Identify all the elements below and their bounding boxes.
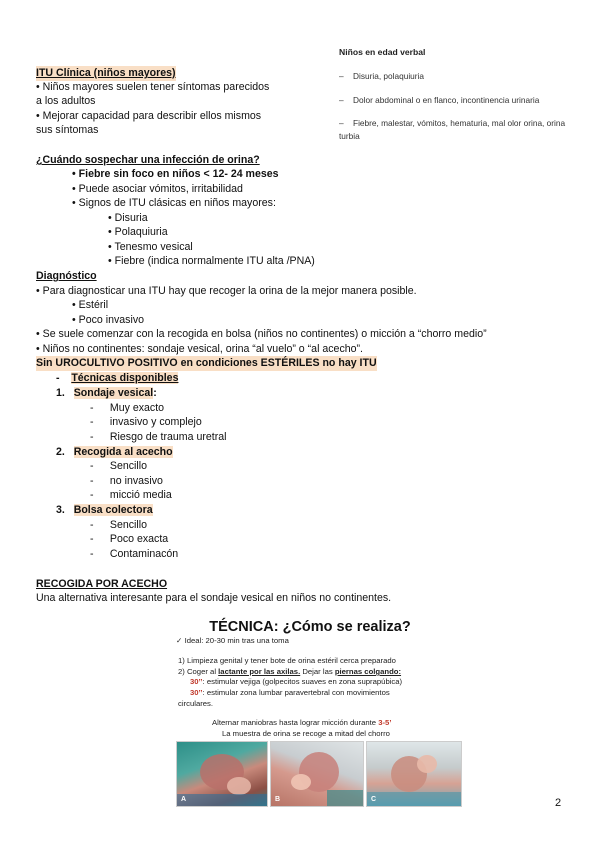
sospecha-bullet: • Signos de ITU clásicas en niños mayores: [72, 197, 276, 209]
tecnica-title: 1. Sondaje vesical: [56, 387, 157, 399]
tecnica-sub: - Poco exacta [90, 533, 169, 545]
sign-item: • Polaquiuria [108, 226, 168, 238]
sospecha-bullet: • Fiebre sin foco en niños < 12- 24 meses [72, 168, 279, 180]
diagnostico-sub: • Poco invasivo [72, 314, 145, 326]
slide-step-detail: circulares. [178, 699, 214, 708]
tecnica-sub: - Riesgo de trauma uretral [90, 431, 227, 443]
sign-item: • Fiebre (indica normalmente ITU alta /PNA) [108, 255, 315, 267]
sign-item: • Tenesmo vesical [108, 241, 193, 253]
tecnica-sub: - Sencillo [90, 460, 147, 472]
slide-step: 1) Limpieza genital y tener bote de orina estéril cerca preparado [178, 656, 396, 665]
sidebar-item: – Disuria, polaquiuria [339, 71, 425, 81]
slide-step-detail: 30’’: estimular vejiga (golpecitos suaves en zona suprapúbica) [190, 677, 403, 686]
photo-label: B [275, 796, 281, 803]
photo-a [176, 741, 268, 807]
page-number: 2 [555, 797, 562, 809]
slide-alternate: Alternar maniobras hasta lograr micción durante 3-5’ [212, 718, 392, 727]
section-title-diagnostico: Diagnóstico [36, 270, 97, 282]
photo-c [366, 741, 462, 807]
photo-c-scene [367, 742, 461, 806]
diagnostico-line: • Niños no continentes: sondaje vesical, orina “al vuelo” o “al acecho”. [36, 343, 363, 355]
sign-item: • Disuria [108, 212, 148, 224]
diagnostico-line: • Se suele comenzar con la recogida en bolsa (niños no continentes) o micción a “chorro medio” [36, 328, 487, 340]
tecnica-title: 3. Bolsa colectora [56, 504, 153, 516]
warning-highlight: Sin UROCULTIVO POSITIVO en condiciones ESTÉRILES no hay ITU [36, 357, 377, 369]
tecnica-sub: - micció media [90, 489, 172, 501]
slide-title: TÉCNICA: ¿Cómo se realiza? [209, 619, 411, 635]
acecho-text: Una alternativa interesante para el sondaje vesical en niños no continentes. [36, 592, 392, 604]
tecnica-sub: - Muy exacto [90, 402, 165, 414]
tecnicas-heading: - Técnicas disponibles [56, 372, 179, 384]
slide-alternate: La muestra de orina se recoge a mitad del chorro [222, 729, 390, 738]
itu-line: sus síntomas [36, 124, 99, 136]
photo-b-scene [271, 742, 363, 806]
photo-b [270, 741, 364, 807]
photo-a-scene [177, 742, 267, 806]
photo-label: C [371, 796, 377, 803]
tecnica-sub: - Sencillo [90, 519, 147, 531]
itu-line: • Mejorar capacidad para describir ellos mismos [36, 110, 262, 122]
sospecha-bullet: • Puede asociar vómitos, irritabilidad [72, 183, 243, 195]
diagnostico-line: • Para diagnosticar una ITU hay que recoger la orina de la mejor manera posible. [36, 285, 417, 297]
tecnica-sub: - no invasivo [90, 475, 163, 487]
slide-ideal: ✓ Ideal: 20-30 min tras una toma [176, 636, 289, 645]
sidebar-item: – Fiebre, malestar, vómitos, hematuria, mal olor orina, orina [339, 118, 566, 128]
tecnica-title: 2. Recogida al acecho [56, 446, 173, 458]
photo-label: A [181, 796, 187, 803]
slide-step-detail: 30’’: estimular zona lumbar paravertebral con movimientos [190, 688, 390, 697]
section-title-itu: ITU Clínica (niños mayores) [36, 67, 176, 79]
section-title-acecho: RECOGIDA POR ACECHO [36, 578, 168, 590]
section-title-sospecha: ¿Cuándo sospechar una infección de orina? [36, 154, 260, 166]
slide-step: 2) Coger al lactante por las axilas. Dejar las piernas colgando: [178, 667, 402, 676]
tecnica-sub: - Contaminacón [90, 548, 179, 560]
sidebar-item: – Dolor abdominal o en flanco, incontinencia urinaria [339, 95, 540, 105]
itu-line: • Niños mayores suelen tener síntomas parecidos [36, 81, 270, 93]
diagnostico-sub: • Estéril [72, 299, 109, 311]
itu-line: a los adultos [36, 95, 96, 107]
tecnica-sub: - invasivo y complejo [90, 416, 202, 428]
sidebar-item-continuation: turbia [339, 131, 360, 141]
sidebar-title: Niños en edad verbal [339, 47, 426, 57]
